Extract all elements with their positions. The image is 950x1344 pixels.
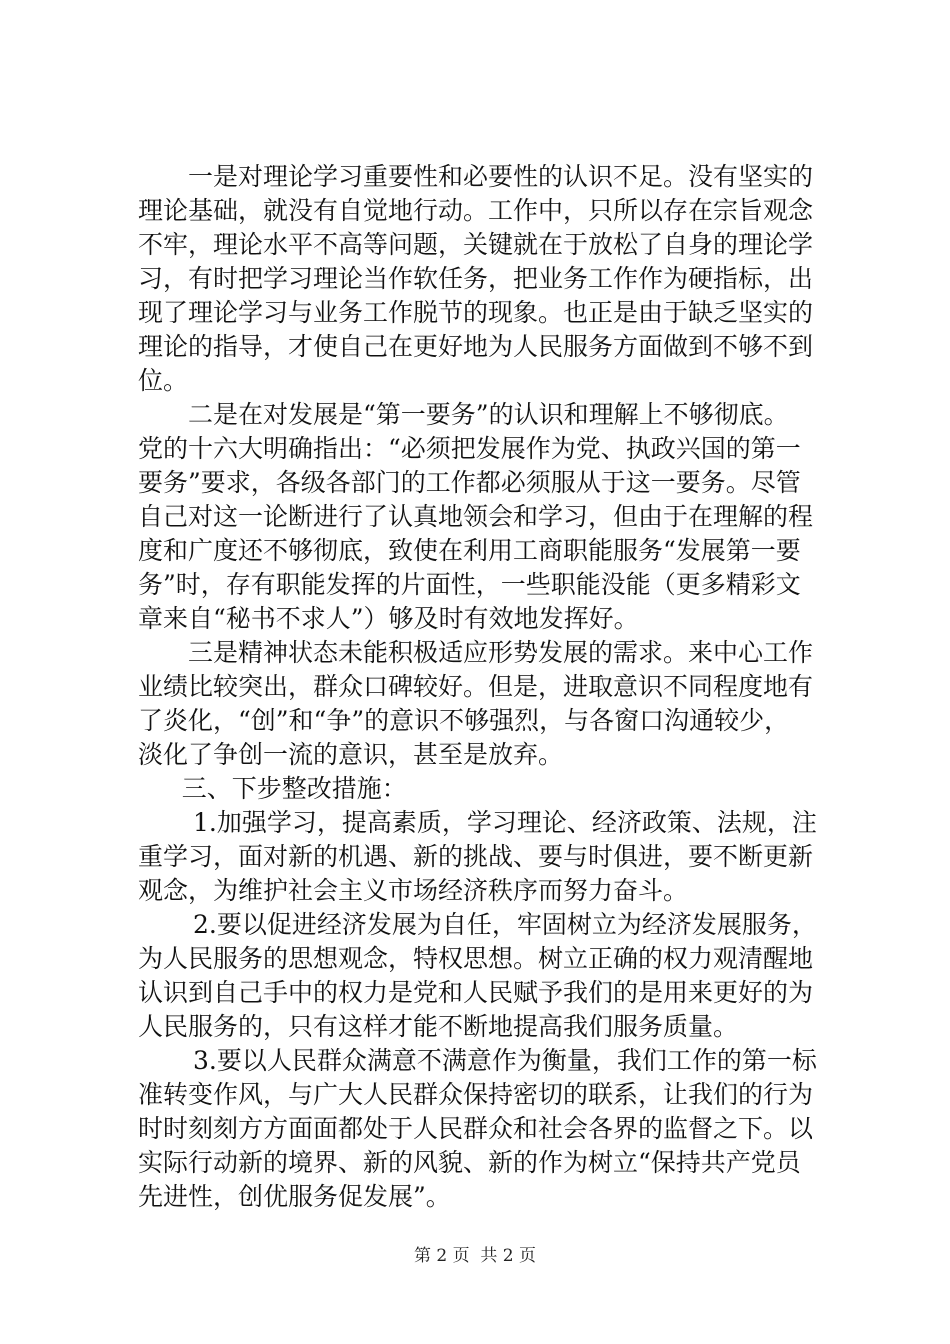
measure-item-1: 1.加强学习，提高素质，学习理论、经济政策、法规，注 重学习，面对新的机遇、新的挑战、要与时俱进，要不断更新 观念，为维护社会主义市场经济秩序而努力奋斗。 (138, 808, 817, 905)
document-body (138, 160, 838, 1214)
paragraph-mental-state: 三是精神状态未能积极适应形势发展的需求。来中心工作 业绩比较突出，群众口碑较好。但是，进取意识不同程度地有 了炎化，“创”和“争”的意识不够强烈，与各窗口沟通较少， 淡化了争创一流的意识，甚至是放弃。 (138, 638, 814, 769)
section-heading-measures: 三、下步整改措施： (181, 774, 407, 803)
measure-item-3: 3.要以人民群众满意不满意作为衡量，我们工作的第一标 准转变作风，与广大人民群众保持密切的联系，让我们的行为 时时刻刻方方面面都处于人民群众和社会各界的监督之下。以 实际行动新的境界、新的风貌、新的作为树立“保持共产党员 先进性，创优服务促发展”。 (138, 1046, 817, 1211)
page-indicator: 第 2 页 共 2 页 (413, 1246, 537, 1266)
measure-item-2: 2.要以促进经济发展为自任，牢固树立为经济发展服务， 为人民服务的思想观念，特权思想。树立正确的权力观清醒地 认识到自己手中的权力是党和人民赋予我们的是用来更好的为 人民服务的，只有这样才能不断地提高我们服务质量。 (138, 910, 817, 1041)
paragraph-theory-study: 一是对理论学习重要性和必要性的认识不足。没有坚实的 理论基础，就没有自觉地行动。工作中，只所以存在宗旨观念 不牢，理论水平不高等问题，关键就在于放松了自身的理论学 习，有时把学习理论当作软任务，把业务工作作为硬指标，出 现了理论学习与业务工作脱节的现象。也正是由于缺乏坚实的 理论的指导，才使自己在更好地为人民服务方面做到不够不到 位。 (138, 162, 814, 395)
paragraph-development-priority: 二是在对发展是“第一要务”的认识和理解上不够彻底。 党的十六大明确指出：“必须把发展作为党、执政兴国的第一 要务”要求，各级各部门的工作都必须服从于这一要务。尽管 自己对这一论断进行了认真地领会和学习，但由于在理解的程 度和广度还不够彻底，致使在利用工商职能服务“发展第一要 务”时，存有职能发挥的片面性，一些职能没能（更多精彩文 章来自“秘书不求人”）够及时有效地发挥好。 (138, 400, 814, 633)
